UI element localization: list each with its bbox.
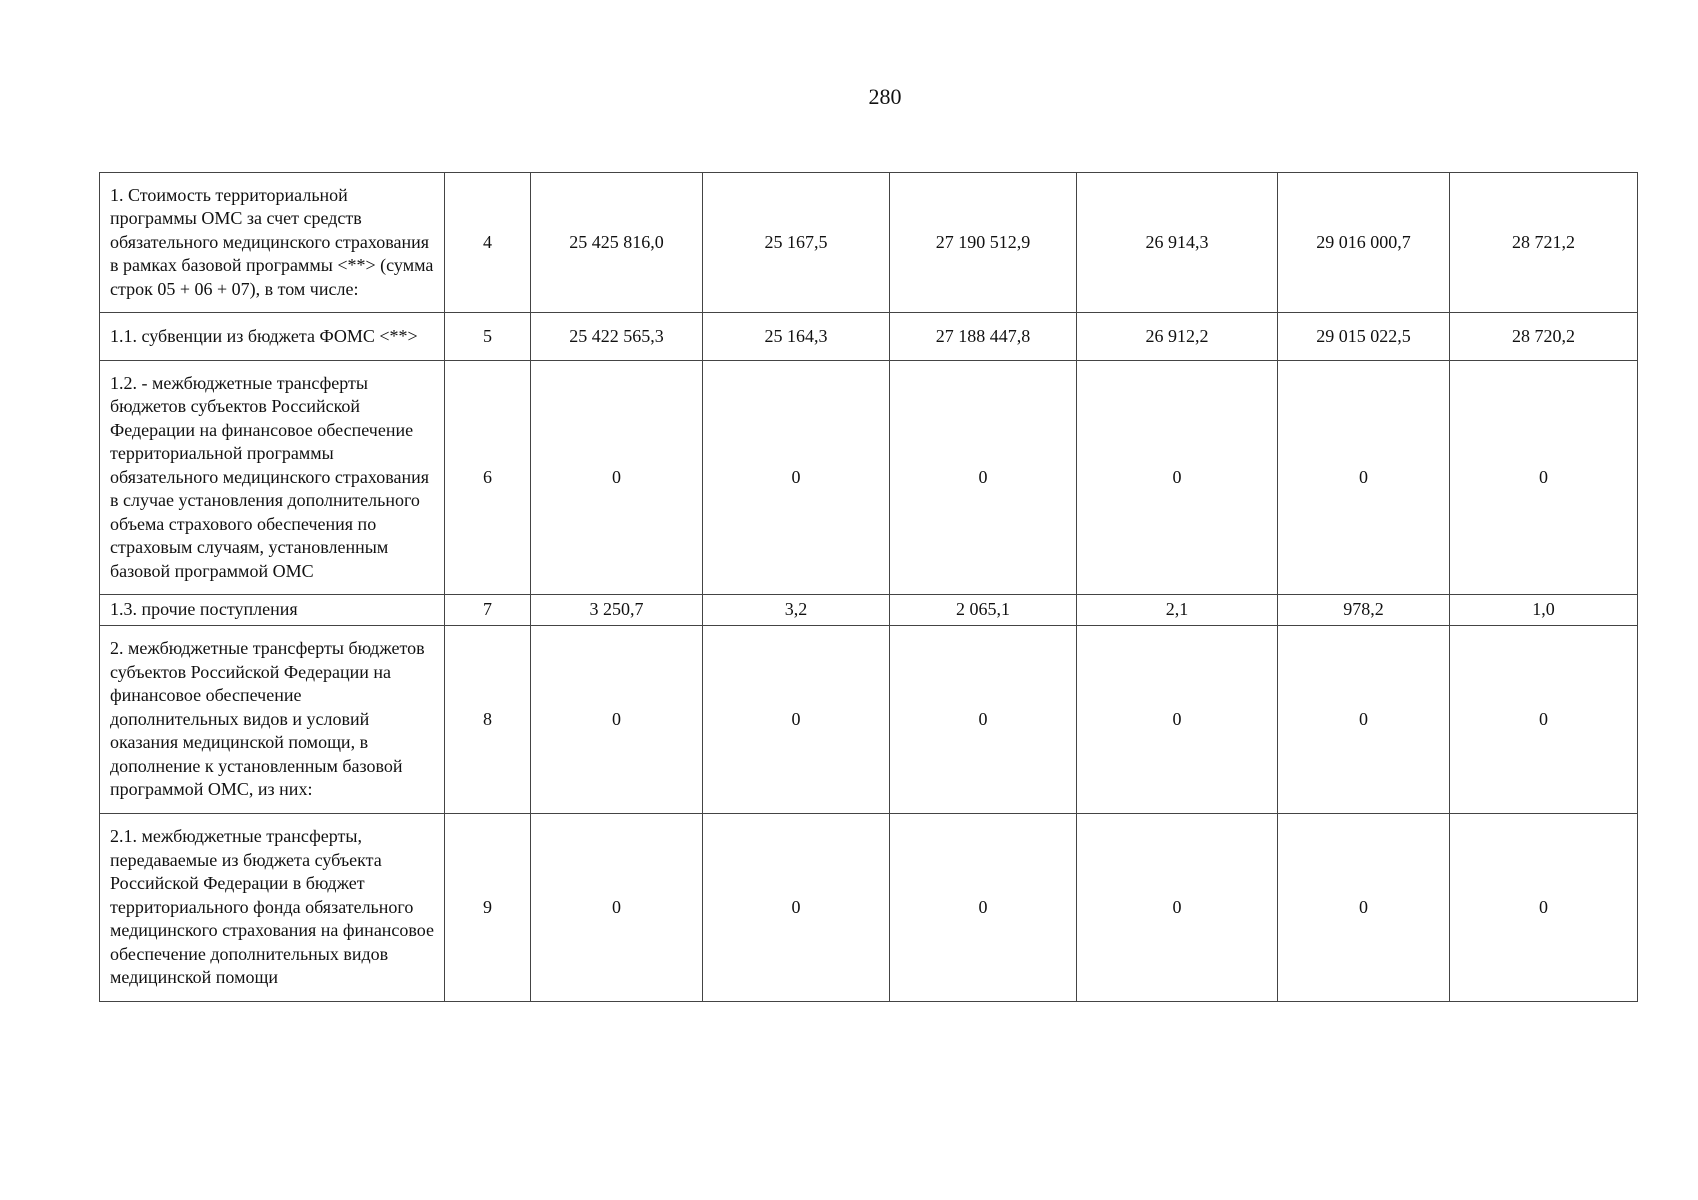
row-label: 1.3. прочие поступления [100,595,445,626]
cell-value: 2,1 [1077,595,1278,626]
cell-value: 25 164,3 [703,313,890,361]
row-code: 9 [445,814,531,1002]
cell-value: 27 188 447,8 [890,313,1077,361]
cell-value: 0 [1450,626,1638,814]
cell-value: 3,2 [703,595,890,626]
table-row [100,361,1638,595]
cell-value: 27 190 512,9 [890,173,1077,313]
cell-value: 1,0 [1450,595,1638,626]
cell-value: 0 [1278,361,1450,595]
financing-table [99,172,1638,1002]
cell-value: 0 [1450,361,1638,595]
table-row [100,595,1638,626]
row-label: 2. межбюджетные трансферты бюджетов субъектов Российской Федерации на финансовое обеспечение дополнительных видов и условий оказания медицинской помощи, в дополнение к установленным базовой программой ОМС, из них: [100,626,445,814]
row-label: 1.1. субвенции из бюджета ФОМС <**> [100,313,445,361]
cell-value: 25 425 816,0 [531,173,703,313]
cell-value: 29 015 022,5 [1278,313,1450,361]
table-row [100,173,1638,313]
row-code: 6 [445,361,531,595]
row-code: 5 [445,313,531,361]
cell-value: 0 [1077,626,1278,814]
cell-value: 2 065,1 [890,595,1077,626]
cell-value: 0 [531,361,703,595]
page-number: 280 [868,84,902,109]
cell-value: 29 016 000,7 [1278,173,1450,313]
table-row [100,814,1638,1002]
cell-value: 0 [1278,626,1450,814]
row-code: 4 [445,173,531,313]
cell-value: 0 [890,361,1077,595]
cell-value: 0 [703,626,890,814]
cell-value: 0 [1450,814,1638,1002]
row-label: 2.1. межбюджетные трансферты, передаваемые из бюджета субъекта Российской Федерации в бюджет территориального фонда обязательного медицинского страхования на финансовое обеспечение дополнительных видов медицинской помощи [100,814,445,1002]
cell-value: 0 [1077,361,1278,595]
cell-value: 26 914,3 [1077,173,1278,313]
table-row [100,626,1638,814]
cell-value: 25 422 565,3 [531,313,703,361]
cell-value: 0 [890,814,1077,1002]
cell-value: 25 167,5 [703,173,890,313]
cell-value: 978,2 [1278,595,1450,626]
cell-value: 0 [531,814,703,1002]
cell-value: 3 250,7 [531,595,703,626]
cell-value: 0 [703,361,890,595]
cell-value: 0 [1278,814,1450,1002]
cell-value: 0 [1077,814,1278,1002]
cell-value: 0 [890,626,1077,814]
cell-value: 0 [531,626,703,814]
cell-value: 28 721,2 [1450,173,1638,313]
table-row [100,313,1638,361]
row-code: 7 [445,595,531,626]
row-label: 1. Стоимость территориальной программы ОМС за счет средств обязательного медицинского страхования в рамках базовой программы <**> (сумма строк 05 + 06 + 07), в том числе: [100,173,445,313]
row-label: 1.2. - межбюджетные трансферты бюджетов субъектов Российской Федерации на финансовое обеспечение территориальной программы обязательного медицинского страхования в случае установления дополнительного объема страхового обеспечения по страховым случаям, установленным базовой программой ОМС [100,361,445,595]
cell-value: 28 720,2 [1450,313,1638,361]
cell-value: 0 [703,814,890,1002]
row-code: 8 [445,626,531,814]
cell-value: 26 912,2 [1077,313,1278,361]
